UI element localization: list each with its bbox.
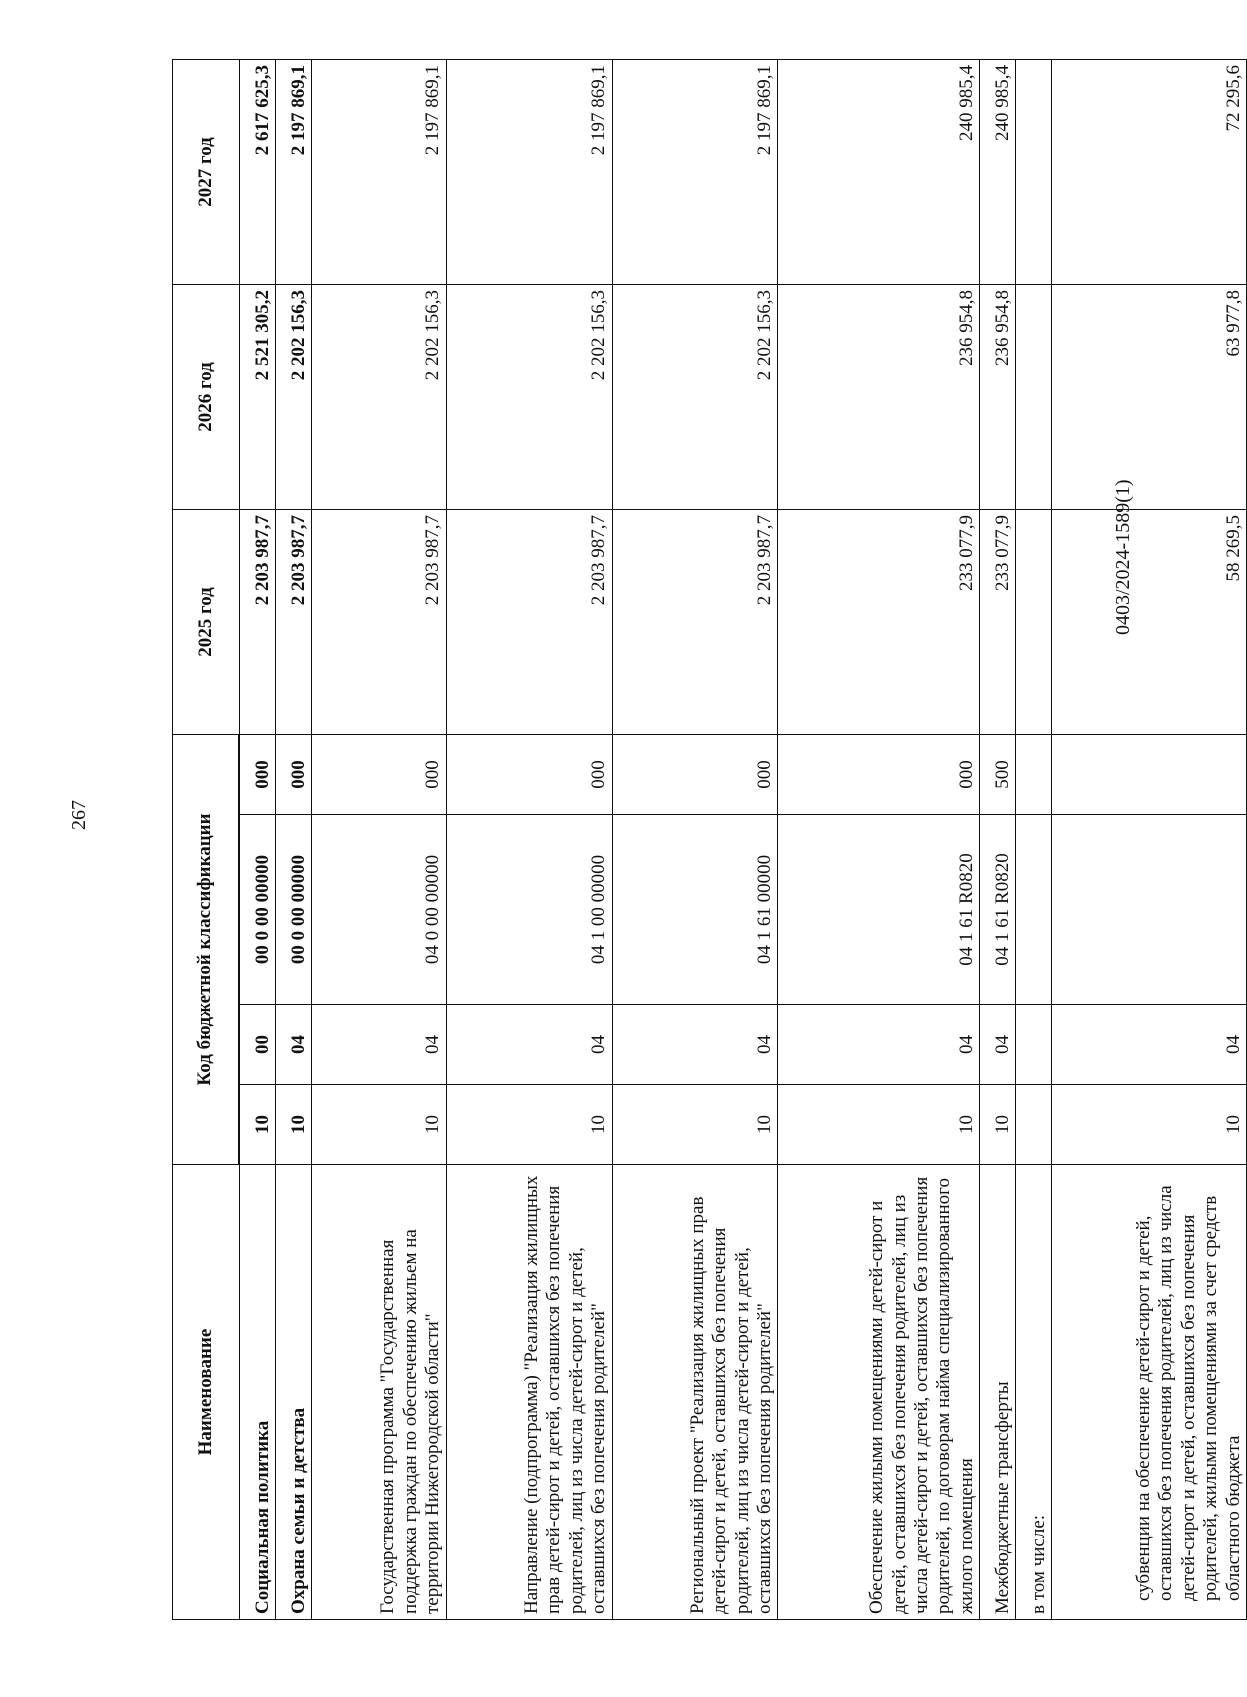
table-row: [1016, 59, 1052, 1619]
row-code-type: 000: [612, 734, 778, 814]
row-code-section: 10: [612, 1085, 778, 1165]
budget-table: [172, 59, 1247, 1620]
row-value-2026: 63 977,8: [1052, 284, 1247, 509]
row-code-target: 04 1 00 00000: [446, 815, 612, 1005]
row-value-2027: 72 295,6: [1052, 59, 1247, 284]
row-code-target: [1016, 815, 1052, 1005]
row-name: Обеспечение жилыми помещениями детей-сирот и детей, оставшихся без попечения родителей, лиц из числа детей-сирот и детей, оставшихся без попечения родителей, по договорам найма специализированного жилого помещения: [778, 1165, 980, 1620]
row-code-target: [1052, 815, 1247, 1005]
header-name: Наименование: [173, 1165, 240, 1620]
row-code-type: 000: [312, 734, 447, 814]
row-code-subsection: 04: [778, 1005, 980, 1085]
row-value-2026: 236 954,8: [980, 284, 1016, 509]
row-code-section: 10: [446, 1085, 612, 1165]
row-code-type: [1052, 734, 1247, 814]
row-value-2027: 240 985,4: [980, 59, 1016, 284]
row-value-2026: [1016, 284, 1052, 509]
table-row: [778, 59, 980, 1619]
row-code-target: 04 1 61 R0820: [778, 815, 980, 1005]
row-value-2026: 2 521 305,2: [240, 284, 276, 509]
row-code-subsection: 00: [240, 1005, 276, 1085]
row-code-type: [1016, 734, 1052, 814]
row-value-2026: 2 202 156,3: [312, 284, 447, 509]
row-value-2027: 2 197 869,1: [612, 59, 778, 284]
row-value-2026: 2 202 156,3: [446, 284, 612, 509]
row-name: субвенции на обеспечение детей-сирот и детей, оставшихся без попечения родителей, лиц из числа детей-сирот и детей, оставшихся без попечения родителей, жилыми помещениями за счет средств областного бюджета: [1052, 1165, 1247, 1620]
row-code-section: 10: [1052, 1085, 1247, 1165]
row-code-section: 10: [980, 1085, 1016, 1165]
row-code-section: [1016, 1085, 1052, 1165]
header-2026: 2026 год: [173, 284, 240, 509]
row-code-subsection: 04: [1052, 1005, 1247, 1085]
row-code-target: 04 0 00 00000: [312, 815, 447, 1005]
row-code-subsection: 04: [980, 1005, 1016, 1085]
row-code-type: 000: [240, 734, 276, 814]
row-value-2026: 2 202 156,3: [276, 284, 312, 509]
table-row: [980, 59, 1016, 1619]
row-value-2025: [1016, 509, 1052, 734]
row-code-section: 10: [312, 1085, 447, 1165]
row-code-section: 10: [778, 1085, 980, 1165]
row-name: Социальная политика: [240, 1165, 276, 1620]
row-value-2025: 2 203 987,7: [276, 509, 312, 734]
table-row: [312, 59, 447, 1619]
row-value-2027: 2 197 869,1: [446, 59, 612, 284]
row-value-2025: 58 269,5: [1052, 509, 1247, 734]
table-row: [240, 59, 276, 1619]
header-code-group: Код бюджетной классификации: [173, 734, 239, 1164]
row-code-target: 00 0 00 00000: [240, 815, 276, 1005]
row-code-subsection: 04: [276, 1005, 312, 1085]
row-value-2025: 2 203 987,7: [446, 509, 612, 734]
header-2027: 2027 год: [173, 59, 240, 284]
row-value-2025: 2 203 987,7: [312, 509, 447, 734]
row-code-type: 500: [980, 734, 1016, 814]
row-code-target: 04 1 61 R0820: [980, 815, 1016, 1005]
document-code: 0403/2024-1589(1): [1112, 479, 1134, 635]
table-row: [276, 59, 312, 1619]
header-2025: 2025 год: [173, 509, 240, 734]
row-value-2026: 236 954,8: [778, 284, 980, 509]
table-row: [446, 59, 612, 1619]
budget-table-container: [172, 60, 1247, 1620]
row-code-section: 10: [276, 1085, 312, 1165]
row-value-2027: 2 197 869,1: [312, 59, 447, 284]
page-number: 267: [68, 800, 90, 830]
row-code-subsection: 04: [312, 1005, 447, 1085]
row-name: Региональный проект "Реализация жилищных прав детей-сирот и детей, оставшихся без попечения родителей, лиц из числа детей-сирот и детей, оставшихся без попечения родителей": [612, 1165, 778, 1620]
row-value-2027: [1016, 59, 1052, 284]
row-code-subsection: 04: [446, 1005, 612, 1085]
row-code-type: 000: [778, 734, 980, 814]
table-row: [1052, 59, 1247, 1619]
row-value-2025: 2 203 987,7: [240, 509, 276, 734]
row-code-subsection: 04: [612, 1005, 778, 1085]
row-code-section: 10: [240, 1085, 276, 1165]
row-value-2026: 2 202 156,3: [612, 284, 778, 509]
row-code-subsection: [1016, 1005, 1052, 1085]
row-code-type: 000: [446, 734, 612, 814]
row-code-type: 000: [276, 734, 312, 814]
row-code-target: 00 0 00 00000: [276, 815, 312, 1005]
row-code-target: 04 1 61 00000: [612, 815, 778, 1005]
row-name: Направление (подпрограмма) "Реализация жилищных прав детей-сирот и детей, оставшихся без попечения родителей, лиц из числа детей-сирот и детей, оставшихся без попечения родителей": [446, 1165, 612, 1620]
row-value-2027: 2 197 869,1: [276, 59, 312, 284]
row-name: в том числе:: [1016, 1165, 1052, 1620]
row-name: Охрана семьи и детства: [276, 1165, 312, 1620]
row-name: Межбюджетные трансферты: [980, 1165, 1016, 1620]
row-value-2027: 2 617 625,3: [240, 59, 276, 284]
row-value-2025: 2 203 987,7: [612, 509, 778, 734]
row-name: Государственная программа "Государственная поддержка граждан по обеспечению жильем на территории Нижегородской области": [312, 1165, 447, 1620]
table-row: [612, 59, 778, 1619]
row-value-2025: 233 077,9: [980, 509, 1016, 734]
row-value-2027: 240 985,4: [778, 59, 980, 284]
row-value-2025: 233 077,9: [778, 509, 980, 734]
